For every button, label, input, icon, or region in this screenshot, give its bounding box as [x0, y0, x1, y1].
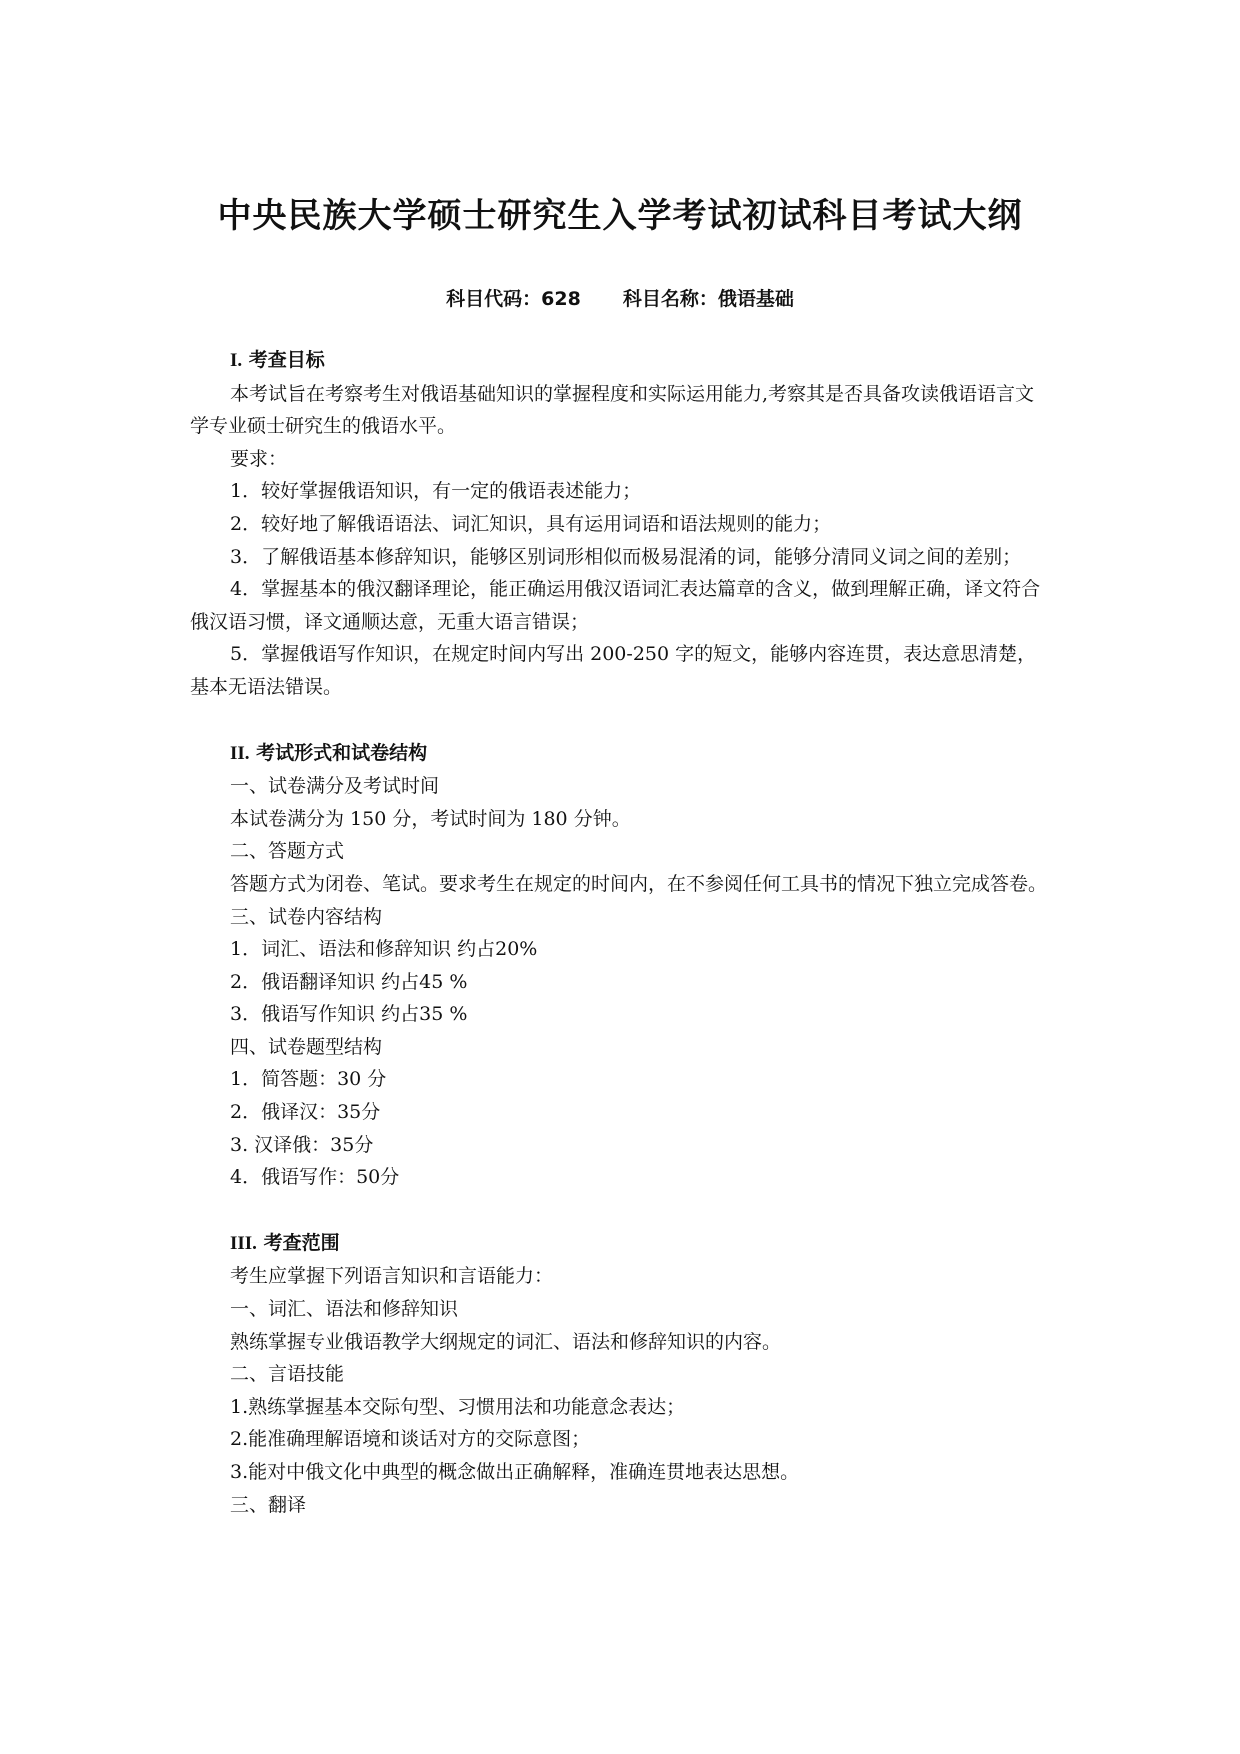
skill-item-1: 1.熟练掌握基本交际句型、习惯用法和功能意念表达； — [230, 1395, 686, 1418]
section-spacer — [190, 704, 1052, 737]
document-body — [190, 344, 1052, 1521]
section-3-sub-2-title: 二、言语技能 — [230, 1363, 345, 1386]
question-type-item-4: 4．俄语写作：50分 — [230, 1166, 400, 1189]
section-1-heading — [190, 344, 1052, 378]
section-2-sub-4-title: 四、试卷题型结构 — [230, 1035, 383, 1058]
section-2-numeral: II. — [230, 742, 250, 764]
section-1-intro: 本考试旨在考察考生对俄语基础知识的掌握程度和实际运用能力,考察其是否具备攻读俄语语言文学专业硕士研究生的俄语水平。 — [190, 382, 1035, 438]
section-2-sub-1-text: 本试卷满分为 150 分，考试时间为 180 分钟。 — [230, 807, 631, 830]
section-1-numeral: I. — [230, 350, 243, 371]
section-3-title: 考查范围 — [263, 1231, 340, 1254]
section-3-intro: 考生应掌握下列语言知识和言语能力： — [230, 1265, 554, 1288]
requirement-item-3: 3．了解俄语基本修辞知识，能够区别词形相似而极易混淆的词，能够分清同义词之间的差别； — [230, 545, 1022, 568]
section-3-sub-3-title: 三、翻译 — [230, 1493, 307, 1516]
requirement-item-4: 4．掌握基本的俄汉翻译理论，能正确运用俄汉语词汇表达篇章的含义，做到理解正确，译文符合俄汉语习惯，译文通顺达意，无重大语言错误； — [190, 578, 1041, 633]
section-2-sub-1-title: 一、试卷满分及考试时间 — [230, 775, 440, 798]
requirement-item-5: 5．掌握俄语写作知识，在规定时间内写出 200-250 字的短文，能够内容连贯，表达意思清楚，基本无语法错误。 — [190, 643, 1037, 698]
skill-item-3: 3.能对中俄文化中典型的概念做出正确解释，准确连贯地表达思想。 — [230, 1461, 800, 1483]
section-3-numeral: III. — [230, 1232, 257, 1254]
content-structure-item-3: 3．俄语写作知识 约占35 % — [230, 1003, 468, 1026]
section-1-title: 考查目标 — [248, 349, 325, 371]
requirements-label: 要求： — [230, 447, 288, 470]
subject-line — [0, 284, 1240, 314]
requirement-item-1: 1．较好掌握俄语知识，有一定的俄语表述能力； — [230, 480, 642, 503]
subject-code: 科目代码：628 — [446, 288, 581, 310]
section-2-sub-3-title: 三、试卷内容结构 — [230, 905, 383, 928]
requirement-item-2: 2．较好地了解俄语语法、词汇知识，具有运用词语和语法规则的能力； — [230, 512, 832, 535]
section-2-heading — [190, 737, 1052, 771]
section-2-sub-2-title: 二、答题方式 — [230, 840, 345, 863]
section-3-sub-1-text: 熟练掌握专业俄语教学大纲规定的词汇、语法和修辞知识的内容。 — [230, 1330, 782, 1353]
section-spacer — [190, 1194, 1052, 1227]
question-type-item-3: 3. 汉译俄：35分 — [230, 1133, 374, 1156]
section-3-heading — [190, 1227, 1052, 1261]
page-title: 中央民族大学硕士研究生入学考试初试科目考试大纲 — [217, 196, 1023, 236]
skill-item-2: 2.能准确理解语境和谈话对方的交际意图； — [230, 1428, 591, 1451]
subject-name: 科目名称：俄语基础 — [622, 288, 794, 310]
section-2-title: 考试形式和试卷结构 — [256, 741, 428, 764]
question-type-item-1: 1．简答题：30 分 — [230, 1068, 387, 1091]
content-structure-item-1: 1．词汇、语法和修辞知识 约占20% — [230, 938, 538, 961]
question-type-item-2: 2．俄译汉：35分 — [230, 1101, 381, 1124]
section-2-sub-2-text: 答题方式为闭卷、笔试。要求考生在规定的时间内，在不参阅任何工具书的情况下独立完成答卷。 — [230, 872, 1048, 895]
content-structure-item-2: 2．俄语翻译知识 约占45 % — [230, 970, 468, 993]
section-3-sub-1-title: 一、词汇、语法和修辞知识 — [230, 1298, 459, 1321]
